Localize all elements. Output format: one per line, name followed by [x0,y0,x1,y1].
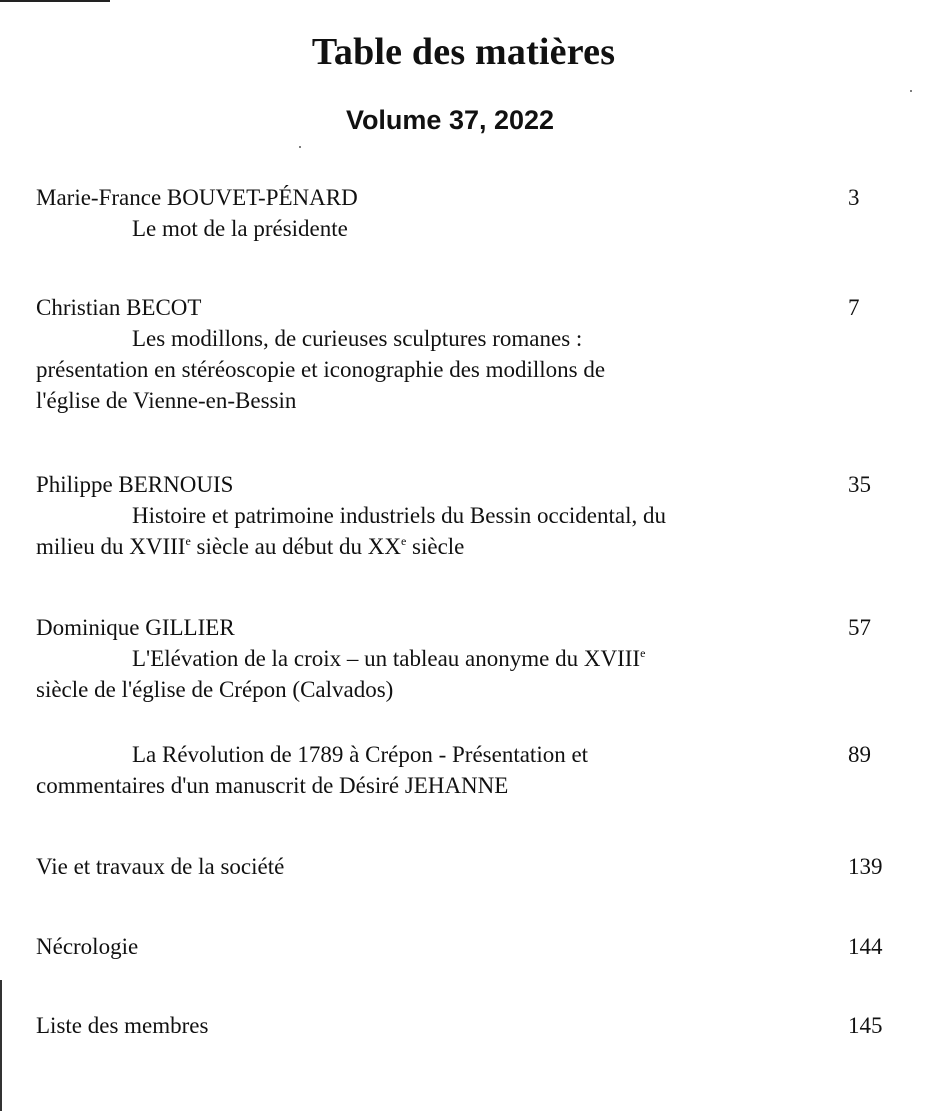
toc-entry [36,739,896,801]
entry-title-line [36,531,896,562]
entry-page-number: 3 [848,185,860,210]
entry-title-line: commentaires d'un manuscrit de Désiré JEHANNE [36,773,509,798]
toc-entry [36,182,896,244]
entry-title-line [36,643,896,674]
entry-page-number: 7 [848,295,860,320]
entry-page-number: 139 [848,854,883,879]
entry-title-line: La Révolution de 1789 à Crépon - Présentation et [132,742,589,767]
scan-speck [299,146,301,148]
toc-entry [36,612,896,705]
page-title: Table des matières [311,31,616,73]
scan-speck [910,90,912,92]
toc-section-entry [36,1010,896,1041]
entry-title-line: présentation en stéréoscopie et iconographie des modillons de [36,357,606,382]
entry-author: Christian BECOT [36,295,202,320]
entry-title-line: siècle de l'église de Crépon (Calvados) [36,677,394,702]
entry-page-number: 144 [848,934,883,959]
entry-page-number: 35 [848,472,871,497]
entry-title-line: l'église de Vienne-en-Bessin [36,388,297,413]
entry-author: Philippe BERNOUIS [36,472,234,497]
scan-edge-top [0,0,110,2]
toc-entry [36,469,896,562]
entry-author: Dominique GILLIER [36,615,235,640]
title-text: L'Elévation de la croix – un tableau anonyme du XVIII [132,646,641,671]
section-label: Vie et travaux de la société [36,854,285,879]
entry-title-line: Les modillons, de curieuses sculptures romanes : [132,326,583,351]
section-label: Nécrologie [36,934,139,959]
volume-subtitle: Volume 37, 2022 [345,105,555,135]
entry-author: Marie-France BOUVET-PÉNARD [36,185,358,210]
superscript: e [185,534,191,548]
entry-title-line: Le mot de la présidente [132,216,348,241]
entry-title-line: Histoire et patrimoine industriels du Bessin occidental, du [132,503,667,528]
scan-edge-left [0,980,2,1111]
title-text: siècle au début du XX [190,534,401,559]
toc-entry [36,292,896,416]
entry-page-number: 145 [848,1013,883,1038]
toc-section-entry [36,851,896,882]
section-label: Liste des membres [36,1013,209,1038]
toc-section-entry [36,931,896,962]
title-text: milieu du XVIII [36,534,186,559]
title-text: siècle [406,534,465,559]
entry-page-number: 57 [848,615,871,640]
entry-page-number: 89 [848,742,871,767]
superscript: e [640,646,646,660]
superscript: e [400,534,407,548]
